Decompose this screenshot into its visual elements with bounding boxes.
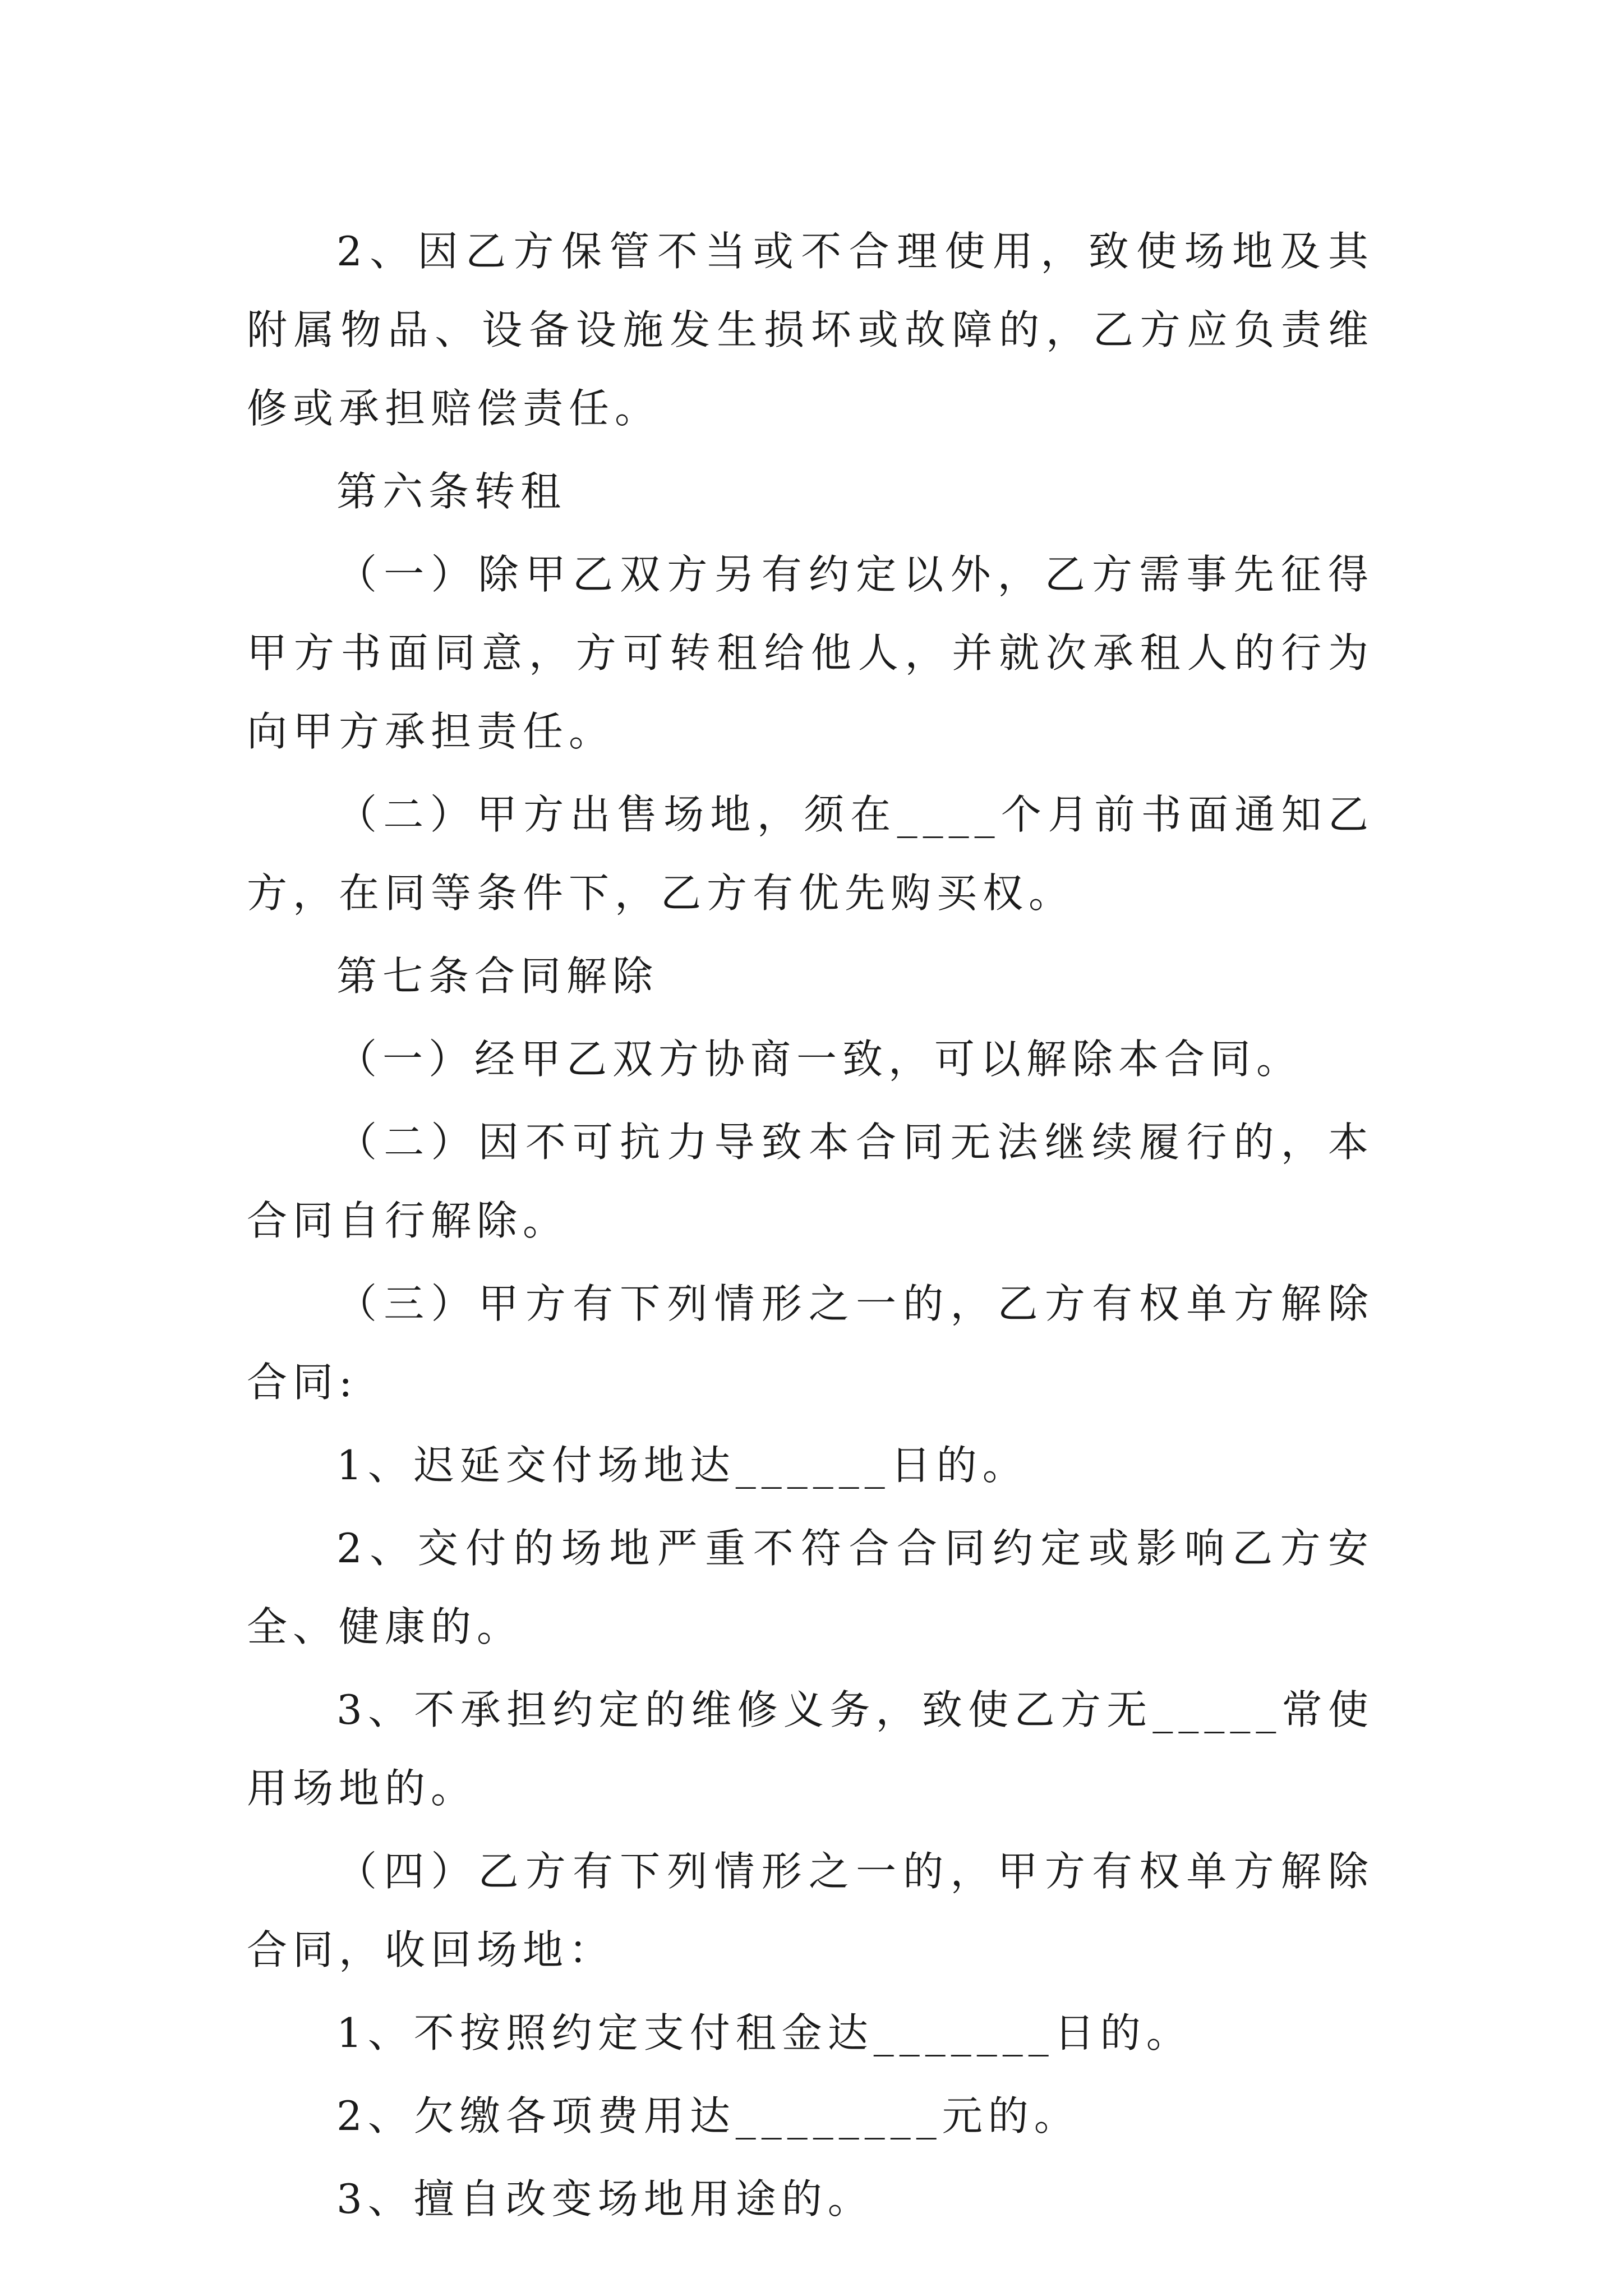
document-body [247, 212, 1374, 2243]
paragraph-clause-2-damage: 2、因乙方保管不当或不合理使用，致使场地及其附属物品、设备设施发生损坏或故障的，乙方应负责维修或承担赔偿责任。 [247, 228, 1374, 432]
paragraph-no-maintenance: 3、不承担约定的维修义务，致使乙方无_____常使用场地的。 [247, 1686, 1374, 1812]
heading-article-7-termination: 第七条合同解除 [336, 953, 659, 1000]
paragraph-mutual-termination: （一）经甲乙双方协商一致，可以解除本合同。 [336, 1036, 1303, 1083]
paragraph-nonconforming-site: 2、交付的场地严重不符合合同约定或影响乙方安全、健康的。 [247, 1525, 1374, 1650]
paragraph-sale-notice: （二）甲方出售场地，须在____个月前书面通知乙方，在同等条件下，乙方有优先购买权。 [247, 791, 1374, 917]
heading-article-6-sublease: 第六条转租 [336, 468, 567, 515]
paragraph-unpaid-fees: 2、欠缴各项费用达________元的。 [336, 2092, 1080, 2139]
paragraph-change-use: 3、擅自改变场地用途的。 [336, 2175, 874, 2223]
paragraph-unpaid-rent: 1、不按照约定支付租金达_______日的。 [336, 2009, 1192, 2056]
paragraph-late-delivery: 1、迟延交付场地达______日的。 [336, 1442, 1029, 1489]
paragraph-sublease-consent: （一）除甲乙双方另有约定以外，乙方需事先征得甲方书面同意，方可转租给他人，并就次承租人的行为向甲方承担责任。 [247, 551, 1374, 755]
paragraph-force-majeure: （二）因不可抗力导致本合同无法继续履行的，本合同自行解除。 [247, 1119, 1374, 1244]
paragraph-lessor-breach-intro: （三）甲方有下列情形之一的，乙方有权单方解除合同: [247, 1280, 1374, 1406]
paragraph-lessee-breach-intro: （四）乙方有下列情形之一的，甲方有权单方解除合同，收回场地： [247, 1848, 1374, 1973]
